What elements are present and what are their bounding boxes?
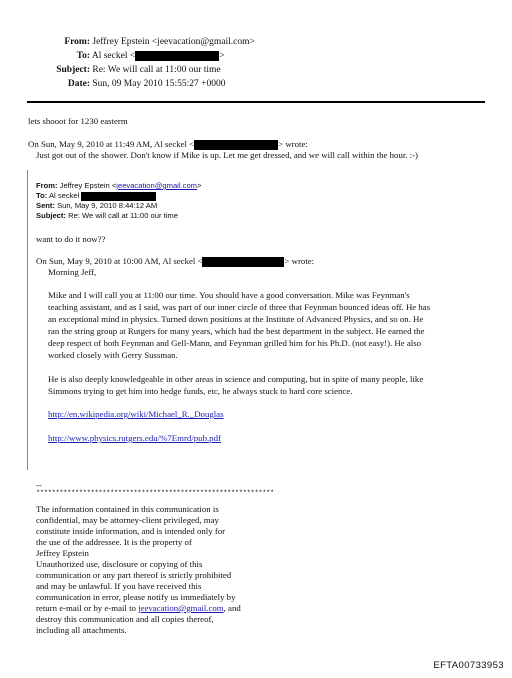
message-text: want to do it now?? [36, 234, 106, 244]
disclaimer-line: including all attachments. [36, 625, 127, 635]
disclaimer-line: the use of the addressee. It is the property of [36, 537, 192, 547]
header-to-row [20, 50, 225, 63]
redaction-bar [135, 51, 219, 61]
paragraph-line: Mike and I will call you at 11:00 our time. You should have a good conversation. Mike was Feynman's [48, 290, 410, 300]
rutgers-pdf-link[interactable]: http://www.physics.rutgers.edu/%7Emrd/pub.pdf [48, 433, 221, 443]
quote-attribution [36, 256, 314, 268]
header-date-row [20, 78, 225, 91]
inner-from-suffix: > [197, 181, 202, 190]
quote-border [27, 170, 28, 470]
message-text: lets shooot for 1230 easterm [28, 116, 128, 126]
header-subject-row [20, 64, 221, 77]
to-value-suffix: > [219, 51, 225, 61]
inner-subject-row [36, 211, 178, 221]
disclaimer-line: Jeffrey Epstein [36, 548, 89, 558]
inner-sent-row [36, 201, 157, 211]
stars-separator: ************************************************************* [36, 490, 274, 498]
inner-from-label: From: [36, 181, 58, 190]
disclaimer-text: , and [223, 603, 241, 613]
from-value: Jeffrey Epstein <jeevacation@gmail.com> [92, 37, 255, 47]
inner-sent-label: Sent: [36, 201, 55, 210]
paragraph-line: He is also deeply knowledgeable in other areas in science and computing, but in spite of many people, like [48, 374, 424, 384]
disclaimer-line: communication in error, please notify us immediately by [36, 592, 236, 602]
disclaimer-line: and may be unlawful. If you have received this [36, 581, 202, 591]
inner-from-prefix: Jeffrey Epstein < [59, 181, 117, 190]
inner-to-value: Al seckel [48, 191, 80, 200]
attribution-prefix: On Sun, May 9, 2010 at 10:00 AM, Al seckel < [36, 256, 203, 266]
document-id: EFTA00733953 [433, 660, 504, 671]
signature-separator: -- [36, 480, 42, 490]
paragraph-line: Simmons trying to get him into hedge funds, etc, he always stuck to hard core science. [48, 386, 353, 396]
redaction-bar [202, 257, 284, 267]
subject-value: Re: We will call at 11:00 our time [92, 65, 221, 75]
greeting: Morning Jeff, [48, 267, 97, 277]
disclaimer-line: destroy this communication and all copies thereof, [36, 614, 214, 624]
disclaimer-line: The information contained in this communication is [36, 504, 219, 514]
inner-to-label: To: [36, 191, 48, 200]
quote-attribution [28, 139, 308, 151]
date-value: Sun, 09 May 2010 15:55:27 +0000 [92, 79, 226, 89]
date-label: Date: [67, 79, 90, 89]
subject-label: Subject: [56, 65, 90, 75]
from-label: From: [64, 37, 90, 47]
inner-from-row [36, 181, 201, 191]
header-divider [27, 101, 485, 103]
disclaimer-text: return e-mail or by e-mail to [36, 603, 139, 613]
quoted-message-text: Just got out of the shower. Don't know if Mike is up. Let me get dressed, and we will call within the hour. :-) [36, 150, 418, 160]
header-from-row [20, 36, 255, 49]
paragraph-line: deep respect of both Feynman and Gell-Mann, and Feynman grilled him for his Ph.D. (not easy!). He also [48, 338, 422, 348]
email-link[interactable]: jeevacation@gmail.com [138, 603, 224, 613]
disclaimer-line: Unauthorized use, disclosure or copying of this [36, 559, 203, 569]
inner-subject-label: Subject: [36, 211, 66, 220]
attribution-suffix: > wrote: [278, 139, 308, 149]
to-label: To: [76, 51, 90, 61]
paragraph-line: teaching assistant, and as I said, was part of our inner circle of three that Feynman bounced ideas off. He has [48, 302, 431, 312]
attribution-prefix: On Sun, May 9, 2010 at 11:49 AM, Al seckel < [28, 139, 195, 149]
paragraph-line: an exceptional mind in physics. Turned down positions at the Institute of Advanced Physics, and so on. He [48, 314, 424, 324]
inner-subject-value: Re: We will call at 11:00 our time [68, 211, 178, 220]
inner-sent-value: Sun, May 9, 2010 8:44:12 AM [57, 201, 158, 210]
disclaimer-line: communication or any part thereof is strictly prohibited [36, 570, 232, 580]
wikipedia-link[interactable]: http://en.wikipedia.org/wiki/Michael_R._Douglas [48, 409, 224, 419]
to-value-prefix: Al seckel < [91, 51, 136, 61]
redaction-bar [194, 140, 278, 150]
inner-to-row [36, 191, 156, 201]
paragraph-line: worked closely with Gerry Sussman. [48, 350, 178, 360]
disclaimer-line: confidential, may be attorney-client privileged, may [36, 515, 219, 525]
disclaimer-line [36, 603, 241, 615]
paragraph-line: ran the string group at Rutgers for many years, which had the best department in the subject. He earned the [48, 326, 425, 336]
inner-from-email-link[interactable]: jeevacation@gmail.com [116, 181, 198, 190]
attribution-suffix: > wrote: [284, 256, 315, 266]
disclaimer-line: constitute inside information, and is intended only for [36, 526, 226, 536]
redaction-bar [81, 192, 156, 201]
